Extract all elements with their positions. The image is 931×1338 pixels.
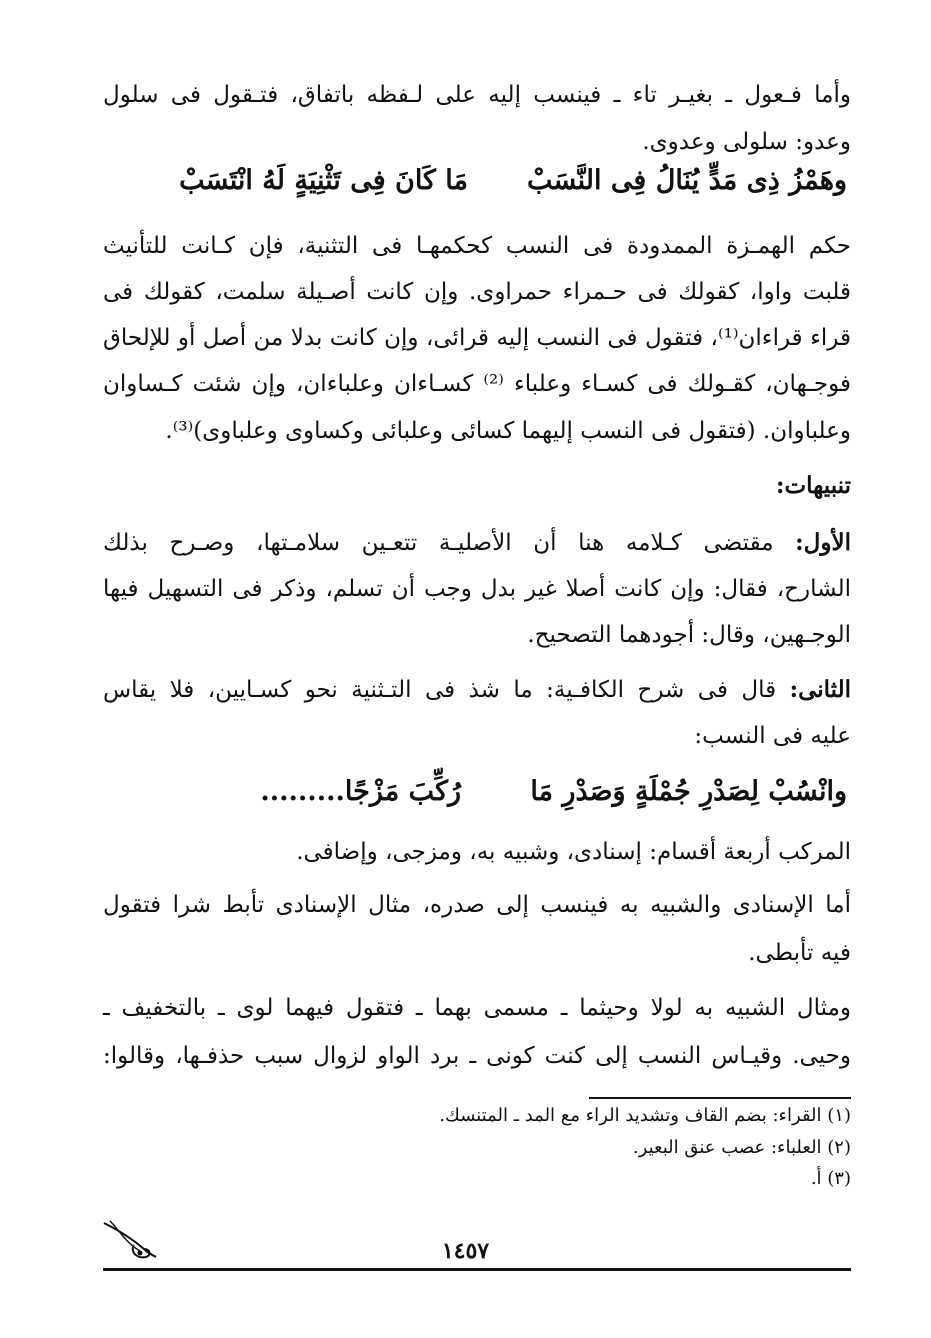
note1-first-text: مقتضى كـلامه هنا أن الأصليـة تتعـين سلامـتها، وصـرح بذلك xyxy=(103,530,796,556)
note2-lead: الثانى: xyxy=(789,676,851,703)
verse-1-first-hemistich: وهَمْزُ ذِى مَدٍّ يُنَالُ فِى النَّسَبْ xyxy=(527,165,847,196)
verse-2-second-hemistich: رُكِّبَ مَزْجًا......... xyxy=(260,776,461,807)
para5-line-1: ومثال الشبيه به لولا وحيثما ـ مسمى بهما ـ فتقول فيهما لوى ـ بالتخفيف ـ xyxy=(103,995,851,1021)
para2-line-5: وعلباوان. (فتقول فى النسب إليهما كسائى وعلبائى وكساوى وعلباوى)⁽³⁾. xyxy=(165,418,851,444)
notes-heading: تنبيهات: xyxy=(776,472,851,499)
para2-line-4: فوجـهان، كقـولك فى كسـاء وعلباء ⁽²⁾ كسـاءان وعلباءان، وإن شئت كـساوان xyxy=(103,371,851,397)
body-line-2: وعدو: سلولى وعدوى. xyxy=(642,129,851,155)
note2-line-2: عليه فى النسب: xyxy=(694,723,851,749)
para2-line-2: قلبت واوا، كقولك فى حـمراء حمراوى. وإن كانت أصـيلة سلمت، كقولك فى xyxy=(103,279,851,305)
para5-line-2: وحيى. وقيـاس النسب إلى كنت كونى ـ برد الواو لزوال سبب حذفـها، وقالوا: xyxy=(103,1043,851,1069)
body-line-1: وأما فـعول ـ بغيـر تاء ـ فينسب إليه على لـفظه باتفاق، فتـقول فى سلول xyxy=(103,82,851,108)
footnote-2: (٢) العلباء: عصب عنق البعير. xyxy=(632,1137,851,1158)
para3-line-1: المركب أربعة أقسام: إسنادى، وشبيه به، ومزجى، وإضافى. xyxy=(296,839,851,865)
verse-2-first-hemistich: وانْسُبْ لِصَدْرِ جُمْلَةٍ وَصَدْرِ مَا xyxy=(530,776,847,807)
para4-line-1: أما الإسنادى والشبيه به فينسب إلى صدره، مثال الإسنادى تأبط شرا فتقول xyxy=(103,892,851,918)
verse-1-second-hemistich: مَا كَانَ فِى تَثْنِيَةٍ لَهُ انْتَسَبْ xyxy=(179,165,468,196)
note1-line-3: الوجـهين، وقال: أجودهما التصحيح. xyxy=(527,622,851,648)
footnote-separator xyxy=(589,1097,851,1099)
para2-line-1: حكم الهمـزة الممدودة فى النسب كحكمهـا فى التثنية، فإن كـانت للتأنيث xyxy=(103,233,851,259)
para2-line-3: قراء قراءان⁽¹⁾، فتقول فى النسب إليه قرائى، وإن كانت بدلا من أصل أو للإلحاق xyxy=(103,325,851,351)
note2-line-1 xyxy=(103,675,851,705)
note1-line-1 xyxy=(103,528,851,558)
note1-lead: الأول: xyxy=(795,529,851,556)
footnote-3: (٣) أ. xyxy=(810,1168,851,1189)
page-number: ١٤٥٧ xyxy=(441,1238,490,1264)
note2-first-text: قال فى شرح الكافـية: ما شذ فى التـثنية نحو كسـايين، فلا يقاس xyxy=(103,677,790,703)
note1-line-2: الشارح، فقال: وإن كانت أصلا غير بدل وجب أن تسلم، وذكر فى التسهيل فيها xyxy=(103,576,851,602)
bottom-rule xyxy=(103,1268,851,1271)
para4-line-2: فيه تأبطى. xyxy=(748,940,851,966)
footnote-1: (١) القراء: بضم القاف وتشديد الراء مع المد ـ المتنسك. xyxy=(439,1105,851,1126)
